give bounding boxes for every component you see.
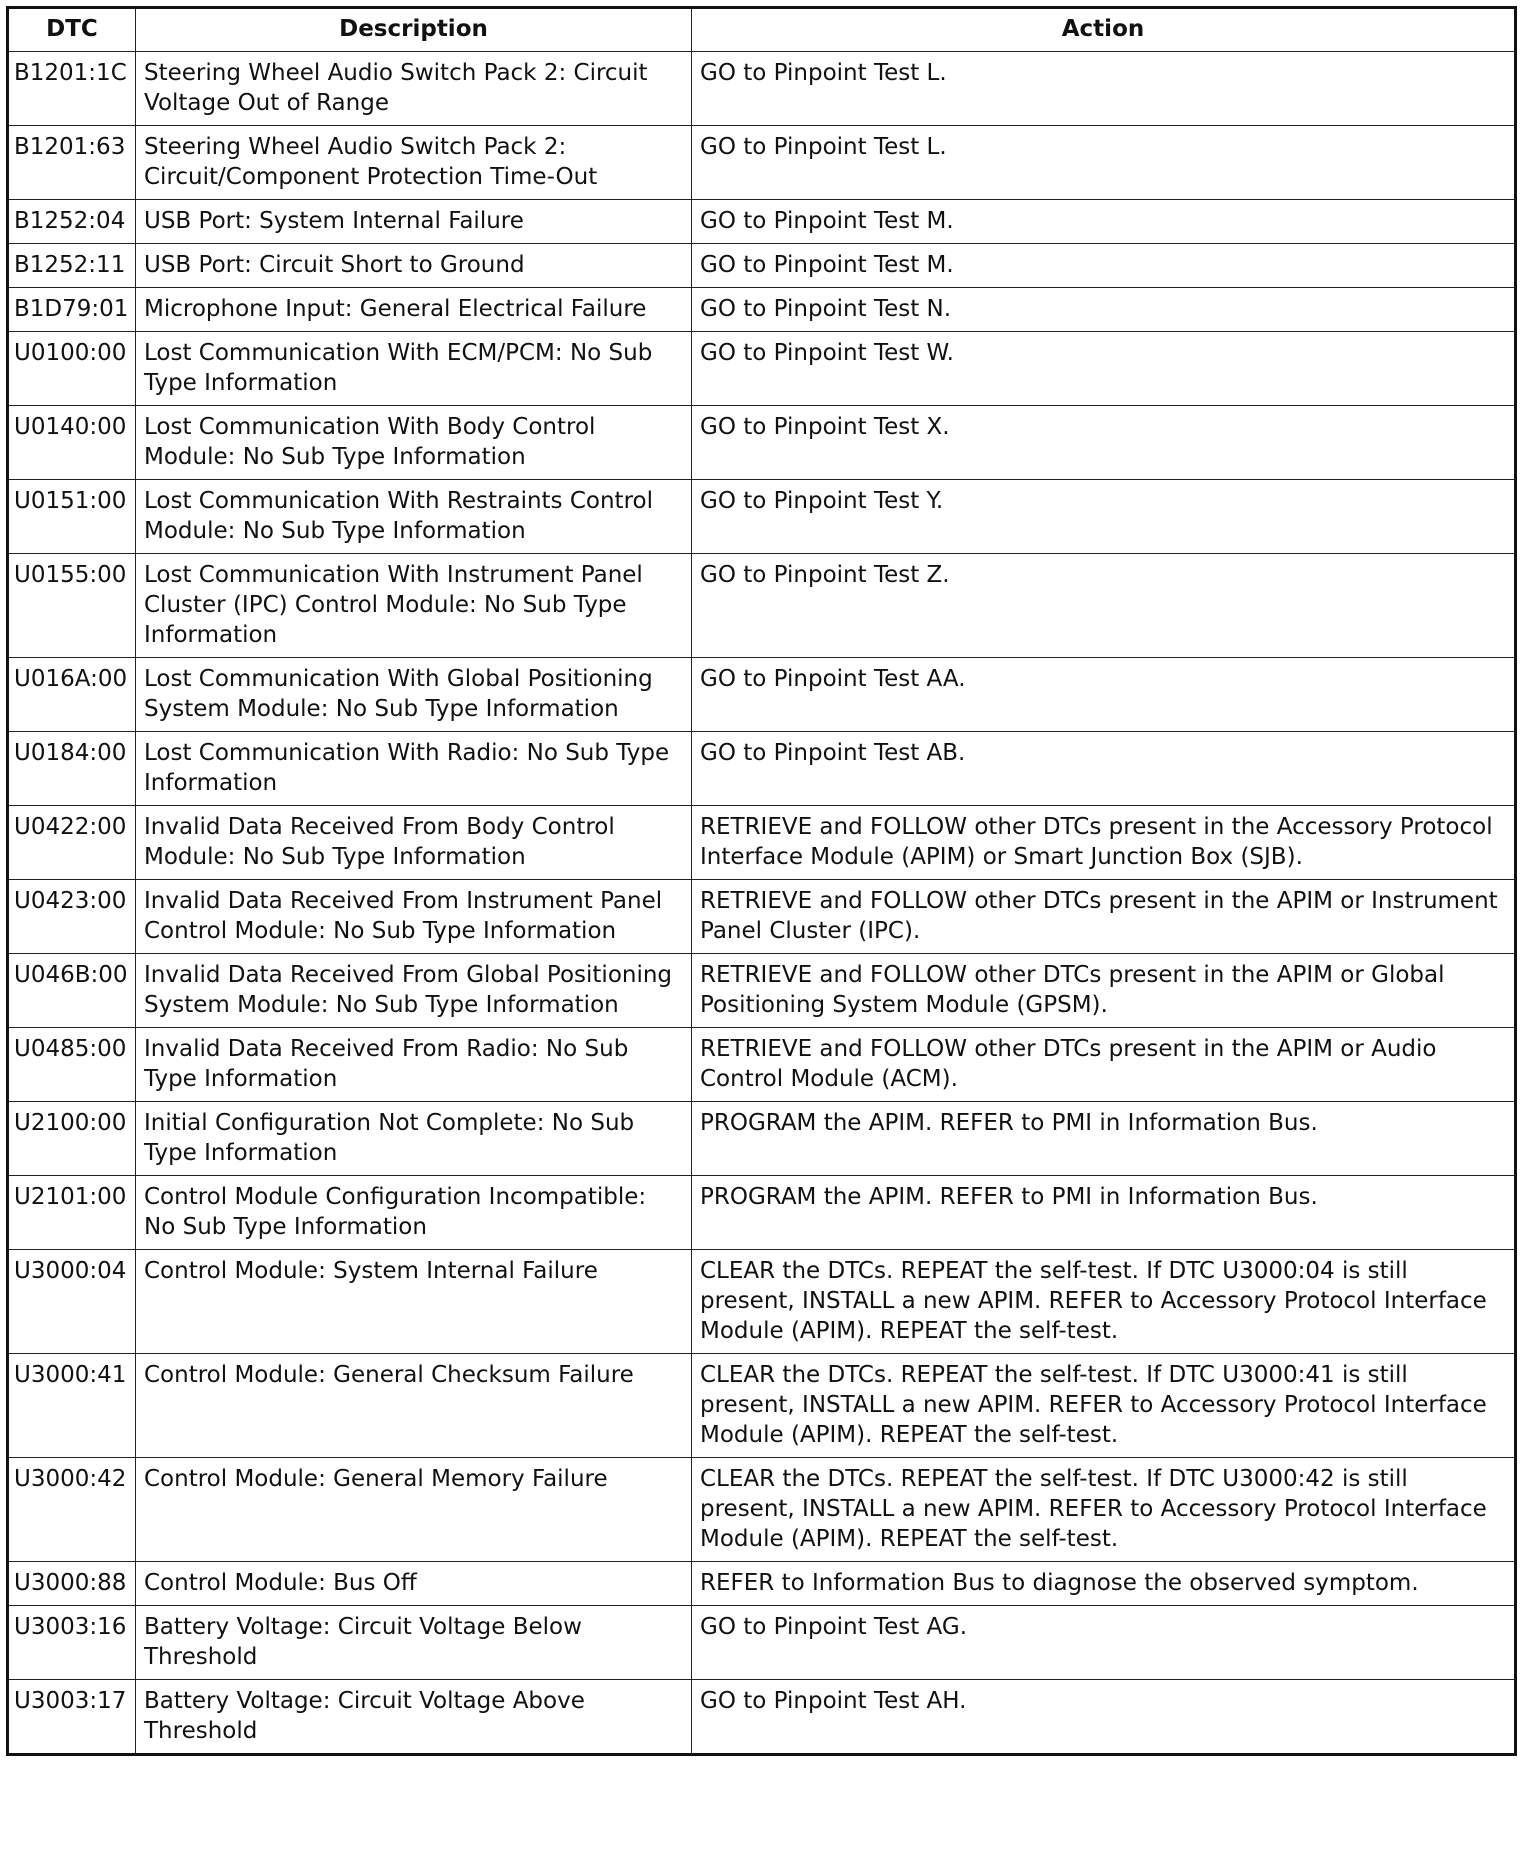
dtc-code-cell: U046B:00 xyxy=(8,954,136,1028)
action-cell: GO to Pinpoint Test AA. xyxy=(692,658,1516,732)
table-row xyxy=(8,732,1516,806)
table-row xyxy=(8,52,1516,126)
table-row xyxy=(8,480,1516,554)
description-cell: Invalid Data Received From Radio: No Sub Type Information xyxy=(136,1028,692,1102)
action-cell: GO to Pinpoint Test AB. xyxy=(692,732,1516,806)
action-cell: GO to Pinpoint Test AG. xyxy=(692,1606,1516,1680)
description-cell: Lost Communication With Radio: No Sub Type Information xyxy=(136,732,692,806)
dtc-code-cell: U2101:00 xyxy=(8,1176,136,1250)
table-row xyxy=(8,332,1516,406)
dtc-code-cell: U0485:00 xyxy=(8,1028,136,1102)
description-cell: Steering Wheel Audio Switch Pack 2: Circuit Voltage Out of Range xyxy=(136,52,692,126)
action-cell: GO to Pinpoint Test M. xyxy=(692,200,1516,244)
description-cell: Lost Communication With Global Positioning System Module: No Sub Type Information xyxy=(136,658,692,732)
table-row xyxy=(8,1354,1516,1458)
dtc-code-cell: U0140:00 xyxy=(8,406,136,480)
action-cell: REFER to Information Bus to diagnose the observed symptom. xyxy=(692,1562,1516,1606)
dtc-code-cell: U016A:00 xyxy=(8,658,136,732)
action-cell: RETRIEVE and FOLLOW other DTCs present in the Accessory Protocol Interface Module (APIM) or Smart Junction Box (SJB). xyxy=(692,806,1516,880)
dtc-code-cell: B1252:04 xyxy=(8,200,136,244)
dtc-code-cell: U3000:88 xyxy=(8,1562,136,1606)
dtc-code-cell: U0423:00 xyxy=(8,880,136,954)
table-row xyxy=(8,244,1516,288)
description-cell: Invalid Data Received From Instrument Panel Control Module: No Sub Type Information xyxy=(136,880,692,954)
table-row xyxy=(8,1458,1516,1562)
action-cell: GO to Pinpoint Test Z. xyxy=(692,554,1516,658)
description-cell: Steering Wheel Audio Switch Pack 2: Circuit/Component Protection Time-Out xyxy=(136,126,692,200)
dtc-code-cell: U3003:16 xyxy=(8,1606,136,1680)
dtc-code-cell: U0184:00 xyxy=(8,732,136,806)
table-body xyxy=(8,52,1516,1755)
action-cell: GO to Pinpoint Test M. xyxy=(692,244,1516,288)
dtc-code-cell: U3000:42 xyxy=(8,1458,136,1562)
description-cell: Control Module: General Memory Failure xyxy=(136,1458,692,1562)
table-row xyxy=(8,1606,1516,1680)
table-row xyxy=(8,1562,1516,1606)
description-cell: Control Module: Bus Off xyxy=(136,1562,692,1606)
table-row xyxy=(8,1176,1516,1250)
table-row xyxy=(8,1680,1516,1755)
action-cell: PROGRAM the APIM. REFER to PMI in Information Bus. xyxy=(692,1176,1516,1250)
description-cell: Lost Communication With ECM/PCM: No Sub Type Information xyxy=(136,332,692,406)
dtc-code-cell: U3003:17 xyxy=(8,1680,136,1755)
description-cell: Initial Configuration Not Complete: No Sub Type Information xyxy=(136,1102,692,1176)
action-cell: RETRIEVE and FOLLOW other DTCs present in the APIM or Audio Control Module (ACM). xyxy=(692,1028,1516,1102)
description-cell: Lost Communication With Body Control Module: No Sub Type Information xyxy=(136,406,692,480)
dtc-code-cell: B1D79:01 xyxy=(8,288,136,332)
dtc-code-cell: U0422:00 xyxy=(8,806,136,880)
table-row xyxy=(8,880,1516,954)
dtc-code-cell: B1252:11 xyxy=(8,244,136,288)
dtc-code-cell: U0100:00 xyxy=(8,332,136,406)
action-cell: RETRIEVE and FOLLOW other DTCs present in the APIM or Instrument Panel Cluster (IPC). xyxy=(692,880,1516,954)
table-row xyxy=(8,658,1516,732)
action-cell: GO to Pinpoint Test N. xyxy=(692,288,1516,332)
description-cell: USB Port: Circuit Short to Ground xyxy=(136,244,692,288)
action-cell: CLEAR the DTCs. REPEAT the self-test. If DTC U3000:41 is still present, INSTALL a new APIM. REFER to Accessory Protocol Interface Module (APIM). REPEAT the self-test. xyxy=(692,1354,1516,1458)
table-row xyxy=(8,1250,1516,1354)
table-row xyxy=(8,288,1516,332)
description-cell: Microphone Input: General Electrical Failure xyxy=(136,288,692,332)
description-cell: Control Module: System Internal Failure xyxy=(136,1250,692,1354)
action-cell: GO to Pinpoint Test Y. xyxy=(692,480,1516,554)
table-header-row xyxy=(8,8,1516,52)
action-cell: PROGRAM the APIM. REFER to PMI in Information Bus. xyxy=(692,1102,1516,1176)
table-row xyxy=(8,406,1516,480)
action-cell: GO to Pinpoint Test L. xyxy=(692,126,1516,200)
table-row xyxy=(8,1102,1516,1176)
action-cell: GO to Pinpoint Test AH. xyxy=(692,1680,1516,1755)
description-cell: Lost Communication With Instrument Panel Cluster (IPC) Control Module: No Sub Type Information xyxy=(136,554,692,658)
table-row xyxy=(8,126,1516,200)
description-cell: Control Module Configuration Incompatible: No Sub Type Information xyxy=(136,1176,692,1250)
dtc-code-cell: U0155:00 xyxy=(8,554,136,658)
dtc-code-cell: B1201:63 xyxy=(8,126,136,200)
table-row xyxy=(8,954,1516,1028)
description-cell: Battery Voltage: Circuit Voltage Below Threshold xyxy=(136,1606,692,1680)
action-cell: GO to Pinpoint Test X. xyxy=(692,406,1516,480)
description-cell: Battery Voltage: Circuit Voltage Above Threshold xyxy=(136,1680,692,1755)
description-cell: Control Module: General Checksum Failure xyxy=(136,1354,692,1458)
description-cell: Invalid Data Received From Body Control Module: No Sub Type Information xyxy=(136,806,692,880)
table-row xyxy=(8,554,1516,658)
dtc-code-cell: U3000:41 xyxy=(8,1354,136,1458)
description-cell: USB Port: System Internal Failure xyxy=(136,200,692,244)
header-description: Description xyxy=(136,8,692,52)
dtc-table-container xyxy=(6,6,1514,1756)
dtc-code-cell: U2100:00 xyxy=(8,1102,136,1176)
action-cell: GO to Pinpoint Test L. xyxy=(692,52,1516,126)
description-cell: Invalid Data Received From Global Positioning System Module: No Sub Type Information xyxy=(136,954,692,1028)
action-cell: RETRIEVE and FOLLOW other DTCs present in the APIM or Global Positioning System Module (GPSM). xyxy=(692,954,1516,1028)
table-row xyxy=(8,200,1516,244)
description-cell: Lost Communication With Restraints Control Module: No Sub Type Information xyxy=(136,480,692,554)
dtc-code-cell: U3000:04 xyxy=(8,1250,136,1354)
action-cell: CLEAR the DTCs. REPEAT the self-test. If DTC U3000:42 is still present, INSTALL a new APIM. REFER to Accessory Protocol Interface Module (APIM). REPEAT the self-test. xyxy=(692,1458,1516,1562)
dtc-code-cell: U0151:00 xyxy=(8,480,136,554)
header-dtc: DTC xyxy=(8,8,136,52)
action-cell: GO to Pinpoint Test W. xyxy=(692,332,1516,406)
table-row xyxy=(8,1028,1516,1102)
table-row xyxy=(8,806,1516,880)
dtc-table xyxy=(6,6,1517,1756)
dtc-code-cell: B1201:1C xyxy=(8,52,136,126)
action-cell: CLEAR the DTCs. REPEAT the self-test. If DTC U3000:04 is still present, INSTALL a new APIM. REFER to Accessory Protocol Interface Module (APIM). REPEAT the self-test. xyxy=(692,1250,1516,1354)
header-action: Action xyxy=(692,8,1516,52)
